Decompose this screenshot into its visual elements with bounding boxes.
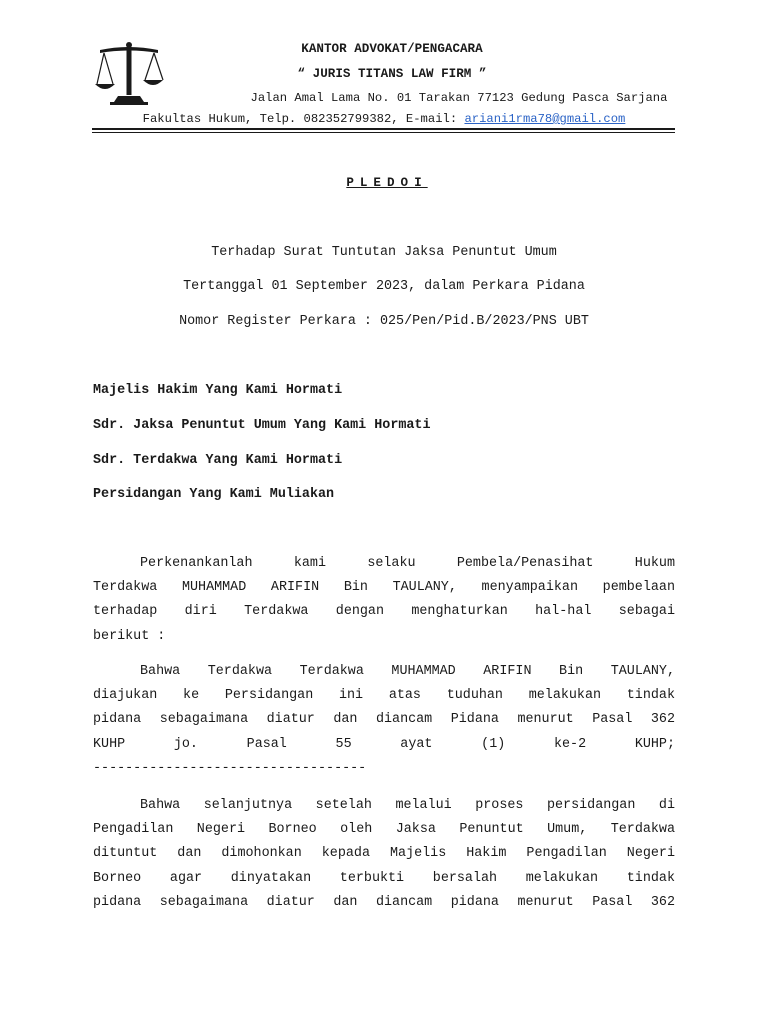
paragraph-line: KUHP jo. Pasal 55 ayat (1) ke-2 KUHP; (93, 736, 675, 752)
paragraph-line: pidana sebagaimana diatur dan diancam pidana menurut Pasal 362 (93, 894, 675, 910)
firm-contact (0, 112, 768, 126)
subject-line-3: Nomor Register Perkara : 025/Pen/Pid.B/2023/PNS UBT (179, 314, 589, 329)
paragraph-1 (93, 552, 675, 649)
paragraph-line: pidana sebagaimana diatur dan diancam Pidana menurut Pasal 362 (93, 712, 675, 728)
firm-name: “ JURIS TITANS LAW FIRM ” (297, 67, 487, 81)
subject-line-1: Terhadap Surat Tuntutan Jaksa Penuntut Umum (211, 245, 557, 260)
paragraph-line: Perkenankanlah kami selaku Pembela/Penasihat Hukum (140, 556, 675, 571)
paragraph-line: dituntut dan dimohonkan kepada Majelis Hakim Pengadilan Negeri (93, 846, 675, 862)
document-heading-text: PLEDOI (346, 176, 428, 190)
paragraph-line: berikut : (93, 628, 166, 644)
paragraph-line: Borneo agar dinyatakan terbukti bersalah melakukan tindak (93, 870, 675, 886)
paragraph-line: ---------------------------------- (93, 760, 367, 776)
salutation-judges: Majelis Hakim Yang Kami Hormati (93, 383, 343, 398)
firm-address-text: Jalan Amal Lama No. 01 Tarakan 77123 Gedung Pasca Sarjana (250, 91, 668, 105)
subject-line-2: Tertanggal 01 September 2023, dalam Perkara Pidana (183, 279, 585, 294)
firm-address (0, 91, 768, 105)
paragraph-line: Terdakwa MUHAMMAD ARIFIN Bin TAULANY, menyampaikan pembelaan (93, 580, 675, 596)
paragraph-line: Bahwa selanjutnya setelah melalui proses persidangan di (140, 798, 675, 813)
letterhead-rule-thin (92, 132, 675, 133)
salutation-defendant: Sdr. Terdakwa Yang Kami Hormati (93, 453, 343, 468)
paragraph-line: diajukan ke Persidangan ini atas tuduhan melakukan tindak (93, 688, 675, 704)
letterhead-rule-thick (92, 128, 675, 130)
paragraph-2 (93, 660, 675, 781)
salutation-prosecutor: Sdr. Jaksa Penuntut Umum Yang Kami Hormati (93, 418, 431, 433)
firm-contact-text: Fakultas Hukum, Telp. 082352799382, E-mail: (142, 112, 465, 126)
firm-type: KANTOR ADVOKAT/PENGACARA (301, 42, 483, 56)
email-link[interactable]: ariani1rma78@gmail.com (464, 112, 626, 126)
paragraph-3 (93, 794, 675, 915)
paragraph-line: Bahwa Terdakwa Terdakwa MUHAMMAD ARIFIN Bin TAULANY, (140, 664, 675, 679)
paragraph-line: terhadap diri Terdakwa dengan menghaturkan hal-hal sebagai (93, 604, 675, 620)
paragraph-line: Pengadilan Negeri Borneo oleh Jaksa Penuntut Umum, Terdakwa (93, 822, 675, 838)
salutation-court: Persidangan Yang Kami Muliakan (93, 487, 335, 502)
document-heading (0, 176, 768, 190)
